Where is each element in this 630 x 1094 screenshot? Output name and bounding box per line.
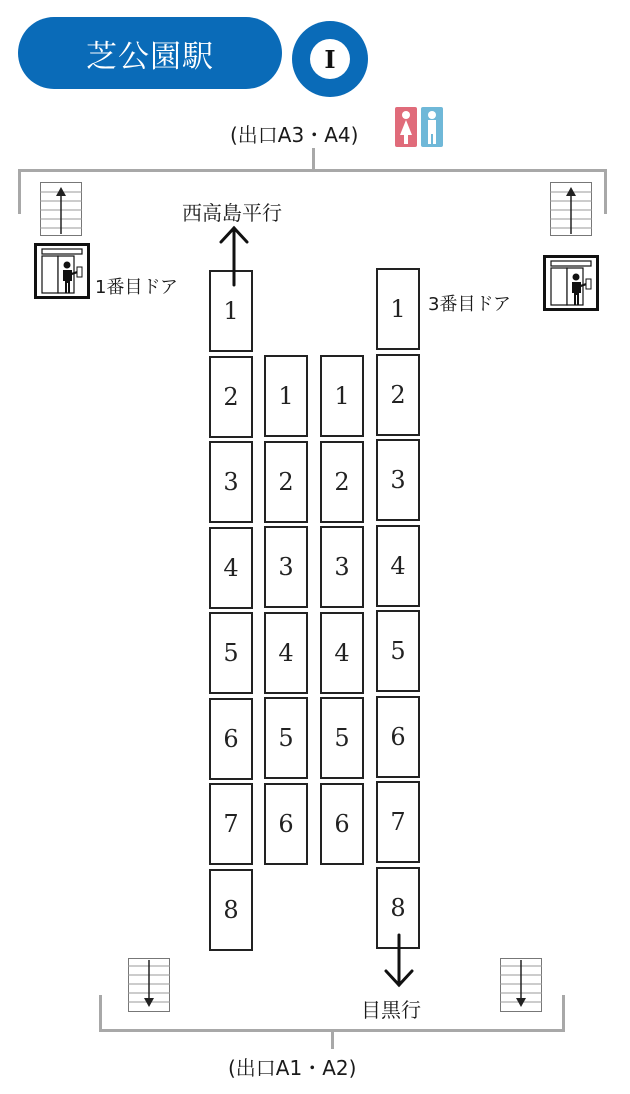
- car-3-1: 1: [320, 355, 364, 437]
- car-1-1: 1: [209, 270, 253, 352]
- exit-label-top: (出口A3・A4): [230, 123, 359, 147]
- car-3-6: 6: [320, 783, 364, 865]
- car-3-4: 4: [320, 612, 364, 694]
- direction-label-down: 目黒行: [361, 998, 421, 1022]
- car-2-4: 4: [264, 612, 308, 694]
- line-badge-letter: I: [310, 39, 350, 79]
- car-4-4: 4: [376, 525, 420, 607]
- car-1-7: 7: [209, 783, 253, 865]
- car-4-7: 7: [376, 781, 420, 863]
- car-1-4: 4: [209, 527, 253, 609]
- arrow-up-icon: [221, 228, 247, 285]
- car-2-2: 2: [264, 441, 308, 523]
- car-4-3: 3: [376, 439, 420, 521]
- car-2-6: 6: [264, 783, 308, 865]
- car-1-5: 5: [209, 612, 253, 694]
- car-1-6: 6: [209, 698, 253, 780]
- car-1-3: 3: [209, 441, 253, 523]
- car-4-1: 1: [376, 268, 420, 350]
- car-2-5: 5: [264, 697, 308, 779]
- car-2-1: 1: [264, 355, 308, 437]
- car-4-6: 6: [376, 696, 420, 778]
- door-label-right: 3番目ドア: [428, 294, 511, 315]
- car-2-3: 3: [264, 526, 308, 608]
- car-3-3: 3: [320, 526, 364, 608]
- car-1-2: 2: [209, 356, 253, 438]
- car-4-2: 2: [376, 354, 420, 436]
- station-name: 芝公園駅: [86, 38, 214, 75]
- door-label-left: 1番目ドア: [95, 277, 178, 298]
- car-1-8: 8: [209, 869, 253, 951]
- car-4-5: 5: [376, 610, 420, 692]
- exit-label-bottom: (出口A1・A2): [228, 1056, 357, 1080]
- car-4-8: 8: [376, 867, 420, 949]
- car-3-5: 5: [320, 697, 364, 779]
- car-3-2: 2: [320, 441, 364, 523]
- direction-label-up: 西高島平行: [182, 201, 282, 225]
- arrow-down-icon: [386, 935, 412, 985]
